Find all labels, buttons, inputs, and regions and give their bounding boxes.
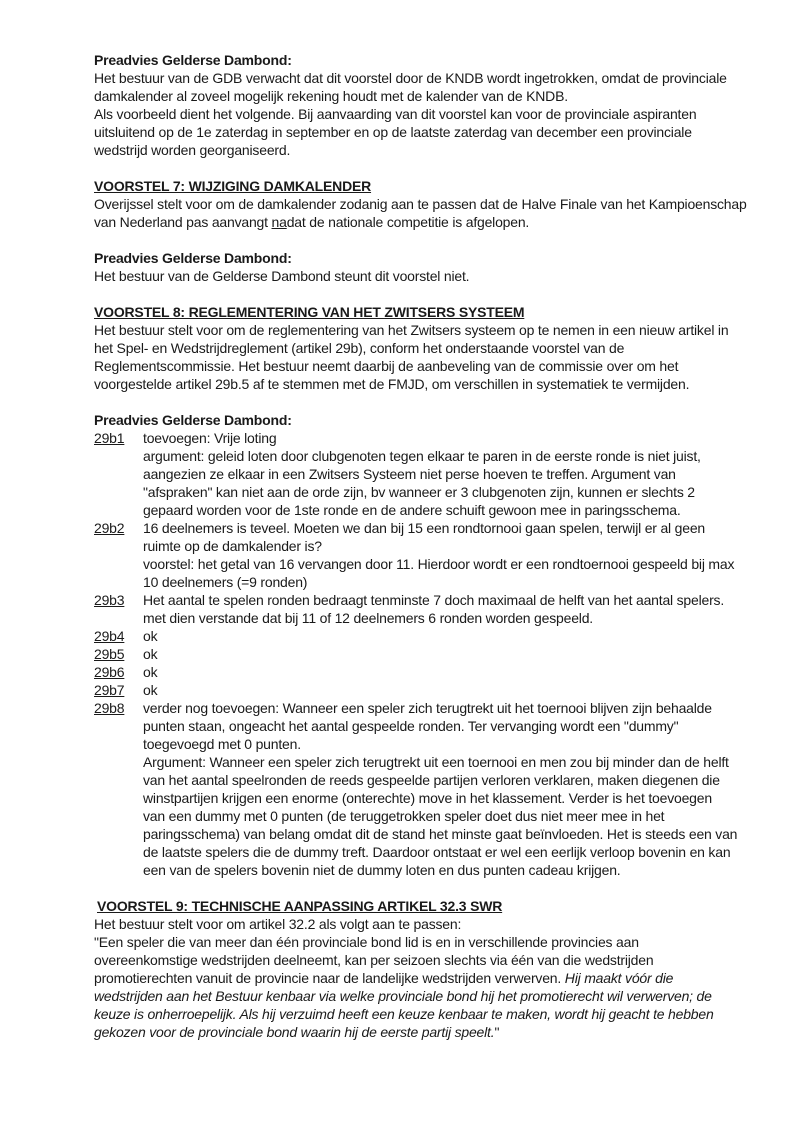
text-line: winstpartijen krijgen een enorme (onterechte) move in het klassement. Verder is het toevoegen <box>143 790 712 806</box>
article-item-29b2 <box>94 519 775 591</box>
voorstel-8-heading: VOORSTEL 8: REGLEMENTERING VAN HET ZWITSERS SYSTEEM <box>94 304 525 320</box>
text-line: voorgestelde artikel 29b.5 af te stemmen met de FMJD, om verschillen in systematiek te vermijden. <box>94 376 690 392</box>
article-item-29b3 <box>94 591 775 627</box>
text-line: "Een speler die van meer dan één provinciale bond lid is en in verschillende provincies aan <box>94 934 639 950</box>
text-line <box>94 519 775 537</box>
text-line: voorstel: het getal van 16 vervangen door 11. Hierdoor wordt er een rondtoernooi gespeeld bij max <box>143 556 735 572</box>
text-line: Als voorbeeld dient het volgende. Bij aanvaarding van dit voorstel kan voor de provinciale aspiranten <box>94 106 697 122</box>
spacer-line <box>94 285 775 303</box>
text-line: aangezien ze elkaar in een Zwitsers Systeem niet perse hoeven te treffen. Argument van <box>143 466 676 482</box>
article-label: 29b1 <box>94 430 125 446</box>
voorstel-7-heading: VOORSTEL 7: WIJZIGING DAMKALENDER <box>94 178 372 194</box>
text-line: toegevoegd met 0 punten. <box>143 736 301 752</box>
text-run: toevoegen: Vrije loting <box>143 430 277 446</box>
text-line: Overijssel stelt voor om de damkalender zodanig aan te passen dat de Halve Finale van het Kampioenschap <box>94 196 747 212</box>
text-line: Het bestuur van de GDB verwacht dat dit voorstel door de KNDB wordt ingetrokken, omdat de provinciale <box>94 70 727 86</box>
text-line: van het aantal speelronden de reeds gespeelde partijen verloren verklaren, maken diegenen die <box>143 772 720 788</box>
preadvies-heading: Preadvies Gelderse Dambond: <box>94 412 292 428</box>
text-run: ok <box>143 664 158 680</box>
article-item-29b7 <box>94 681 775 699</box>
spacer-line <box>94 231 775 249</box>
text-line <box>94 429 775 447</box>
text-run: ok <box>143 628 158 644</box>
text-line <box>94 699 775 717</box>
text-line: het Spel- en Wedstrijdreglement (artikel 29b), conform het onderstaande voorstel van de <box>94 340 625 356</box>
text-line: wedstrijden aan het Bestuur kenbaar via welke provinciale bond hij het promotierecht wil verwerven; de <box>94 988 712 1004</box>
preadvies-heading: Preadvies Gelderse Dambond: <box>94 52 292 68</box>
text-line: Argument: Wanneer een speler zich terugtrekt uit een toernooi en men zou bij minder dan de helft <box>143 754 729 770</box>
text-line <box>94 1023 775 1041</box>
text-line: een van de spelers bovenin niet de dummy loten en dus punten cadeau krijgen. <box>143 862 621 878</box>
article-item-29b4 <box>94 627 775 645</box>
text-line: damkalender al zoveel mogelijk rekening houdt met de kalender van de KNDB. <box>94 88 568 104</box>
text-line: "afspraken" kan niet aan de orde zijn, bv wanneer er 3 clubgenoten zijn, kunnen er slechts 2 <box>143 484 695 500</box>
italic-text-run: gekozen voor de provinciale bond waarin hij de eerste partij speelt. <box>94 1024 495 1040</box>
text-run: 16 deelnemers is teveel. Moeten we dan bij 15 een rondtornooi gaan spelen, terwijl er al geen <box>143 520 705 536</box>
text-run: van Nederland pas aanvangt <box>94 214 272 230</box>
text-run: " <box>494 1024 500 1040</box>
text-line: de laatste spelers die de dummy treft. Daardoor ontstaat er wel een eerlijk verloop bovenin en kan <box>143 844 731 860</box>
text-line: Het bestuur stelt voor om de reglementering van het Zwitsers systeem op te nemen in een nieuw artikel in <box>94 322 729 338</box>
text-line: van een dummy met 0 punten (de teruggetrokken speler doet dus niet meer mee in het <box>143 808 665 824</box>
spacer-line <box>94 393 775 411</box>
text-line: keuze is onherroepelijk. Als hij verzuimd heeft een keuze kenbaar te maken, wordt hij geacht te hebben <box>94 1006 714 1022</box>
underlined-text-run: na <box>271 214 287 230</box>
voorstel-9-heading: VOORSTEL 9: TECHNISCHE AANPASSING ARTIKEL 32.3 SWR <box>97 898 503 914</box>
preadvies-heading: Preadvies Gelderse Dambond: <box>94 250 292 266</box>
text-line: wedstrijd worden georganiseerd. <box>94 142 291 158</box>
article-item-29b8 <box>94 699 775 879</box>
article-label: 29b7 <box>94 682 125 698</box>
text-line: met dien verstande dat bij 11 of 12 deelnemers 6 ronden worden gespeeld. <box>143 610 593 626</box>
article-item-29b1 <box>94 429 775 519</box>
text-line: argument: geleid loten door clubgenoten tegen elkaar te paren in de eerste ronde is niet juist, <box>143 448 701 464</box>
article-label: 29b2 <box>94 520 125 536</box>
text-line <box>94 969 775 987</box>
text-line: punten staan, ongeacht het aantal gespeelde ronden. Ter vervanging wordt een "dummy" <box>143 718 679 734</box>
text-run: ok <box>143 682 158 698</box>
text-line: gepaard worden voor de 1ste ronde en de andere schuift gewoon mee in paringsschema. <box>143 502 681 518</box>
article-label: 29b6 <box>94 664 125 680</box>
text-line <box>94 213 775 231</box>
text-line: Het bestuur van de Gelderse Dambond steunt dit voorstel niet. <box>94 268 470 284</box>
article-label: 29b4 <box>94 628 125 644</box>
italic-text-run: Hij maakt vóór die <box>564 970 674 986</box>
text-run: ok <box>143 646 158 662</box>
text-line: 10 deelnemers (=9 ronden) <box>143 574 308 590</box>
article-label: 29b3 <box>94 592 125 608</box>
text-line: overeenkomstige wedstrijden deelneemt, kan per seizoen slechts via één van die wedstrijden <box>94 952 654 968</box>
text-line: paringsschema) van belang omdat dit de stand het minste gaat beïnvloeden. Het is steeds een van <box>143 826 738 842</box>
text-line: ruimte op de damkalender is? <box>143 538 322 554</box>
text-line: Het bestuur stelt voor om artikel 32.2 als volgt aan te passen: <box>94 916 462 932</box>
article-label: 29b8 <box>94 700 125 716</box>
article-label: 29b5 <box>94 646 125 662</box>
text-line: uitsluitend op de 1e zaterdag in september en op de laatste zaterdag van december een provinciale <box>94 124 692 140</box>
text-run: Het aantal te spelen ronden bedraagt tenminste 7 doch maximaal de helft van het aantal spelers. <box>143 592 725 608</box>
article-item-29b6 <box>94 663 775 681</box>
article-item-29b5 <box>94 645 775 663</box>
text-run: dat de nationale competitie is afgelopen. <box>286 214 530 230</box>
document-content <box>94 51 775 1041</box>
text-run: verder nog toevoegen: Wanneer een speler zich terugtrekt uit het toernooi blijven zijn behaalde <box>143 700 712 716</box>
spacer-line <box>94 879 775 897</box>
spacer-line <box>94 159 775 177</box>
text-line: Reglementscommissie. Het bestuur neemt daarbij de aanbeveling van de commissie over om het <box>94 358 679 374</box>
text-run: promotierechten vanuit de provincie naar de landelijke wedstrijden verwerven. <box>94 970 565 986</box>
text-line <box>94 591 775 609</box>
